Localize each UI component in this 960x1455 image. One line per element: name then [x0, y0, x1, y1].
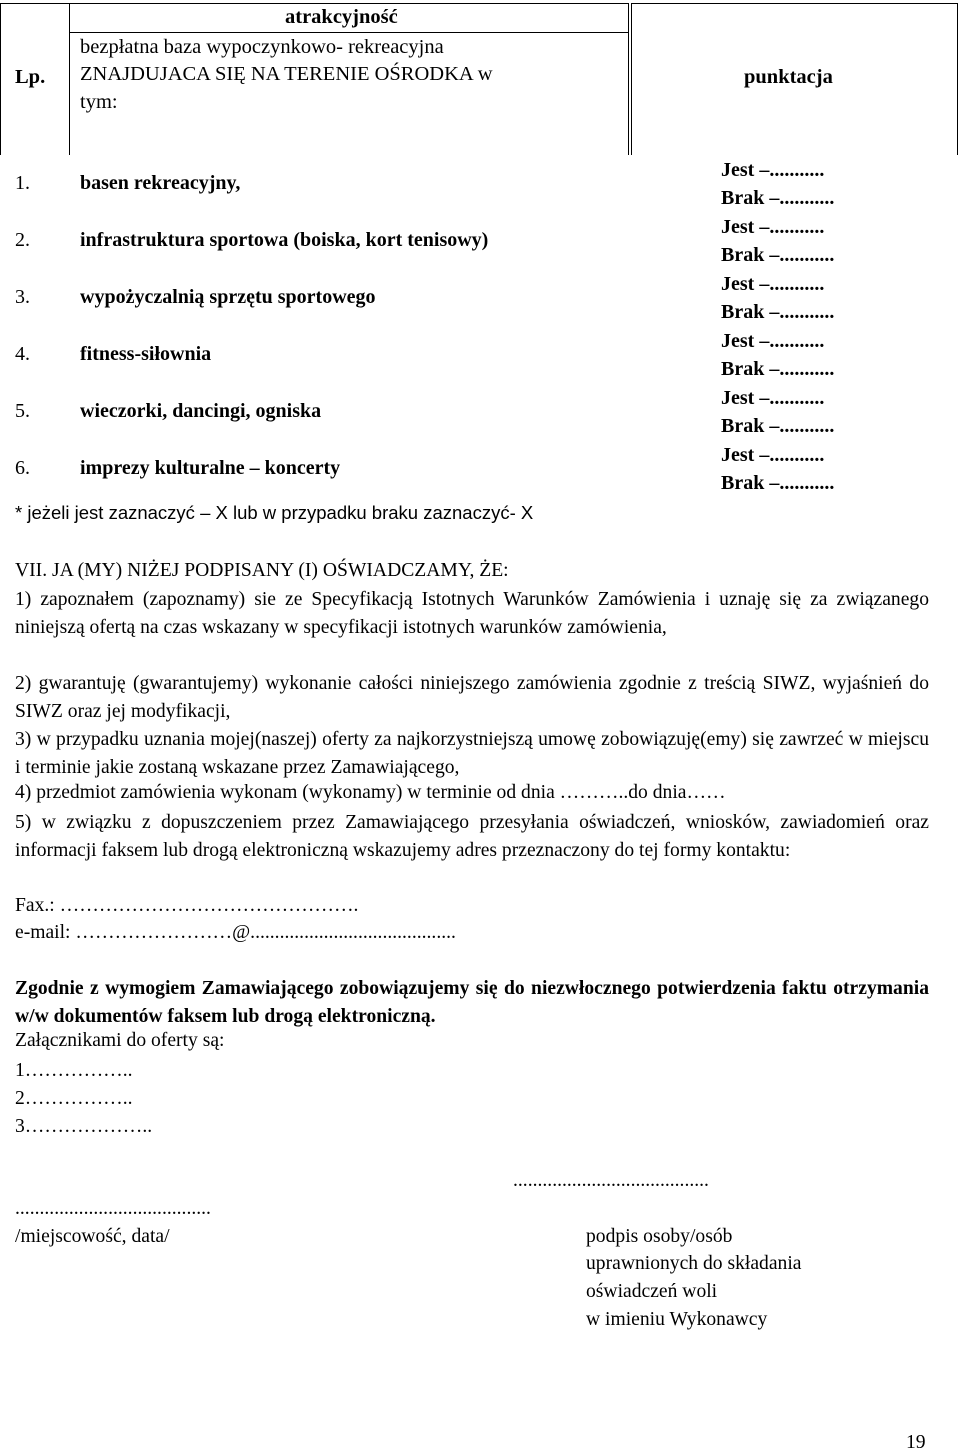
- option-no: Brak –...........: [721, 301, 835, 323]
- declaration-heading: VII. JA (MY) NIŻEJ PODPISANY (I) OŚWIADCZAMY, ŻE:: [15, 560, 509, 581]
- option-no: Brak –...........: [721, 187, 835, 209]
- fax-field: Fax.: ……………………………………….: [15, 895, 359, 916]
- option-yes: Jest –...........: [721, 387, 825, 409]
- signature-right-dots: ........................................: [513, 1170, 709, 1191]
- declaration-point-5: 5) w związku z dopuszczeniem przez Zamawiającego przesyłania oświadczeń, wniosków, zawiadomień oraz informacji faksem lub drogą elektroniczną wskazujemy adres przeznaczony do tej formy kontaktu:: [15, 812, 929, 861]
- signature-label-1: podpis osoby/osób: [586, 1226, 733, 1247]
- notice: Zgodnie z wymogiem Zamawiającego zobowiązujemy się do niezwłocznego potwierdzenia faktu otrzymania w/w dokumentów faksem lub drogą elektroniczną.: [15, 978, 929, 1027]
- row-number: 1.: [15, 172, 30, 194]
- lp-header: Lp.: [15, 66, 46, 88]
- place-date-label: /miejscowość, data/: [15, 1226, 170, 1247]
- signature-label-2: uprawnionych do składania: [586, 1253, 802, 1274]
- row-number: 2.: [15, 229, 30, 251]
- row-label: infrastruktura sportowa (boiska, kort tenisowy): [80, 229, 489, 251]
- row-label: fitness-siłownia: [80, 343, 212, 365]
- attachment-item: 1……………..: [15, 1060, 133, 1081]
- option-yes: Jest –...........: [721, 330, 825, 352]
- option-yes: Jest –...........: [721, 444, 825, 466]
- declaration-point-3: 3) w przypadku uznania mojej(naszej) oferty za najkorzystniejszą umowę zobowiązuję(emy) się zawrzeć w miejscu i terminie jakie zostaną wskazane przez Zamawiającego,: [15, 729, 929, 778]
- option-no: Brak –...........: [721, 415, 835, 437]
- footnote: * jeżeli jest zaznaczyć – X lub w przypadku braku zaznaczyć- X: [15, 502, 534, 523]
- signature-label-4: w imieniu Wykonawcy: [586, 1309, 768, 1330]
- declaration-point-4: 4) przedmiot zamówienia wykonam (wykonamy) w terminie od dnia ………..do dnia……: [15, 782, 726, 803]
- row-number: 5.: [15, 400, 30, 422]
- criteria-table-header: [0, 3, 958, 155]
- page-number: 19: [906, 1432, 926, 1453]
- row-label: basen rekreacyjny,: [80, 172, 241, 194]
- signature-label-3: oświadczeń woli: [586, 1281, 718, 1302]
- criteria-line-2: ZNAJDUJACA SIĘ NA TERENIE OŚRODKA w: [80, 63, 493, 85]
- row-number: 3.: [15, 286, 30, 308]
- row-label: imprezy kulturalne – koncerty: [80, 457, 341, 479]
- declaration-point-1: 1) zapoznałem (zapoznamy) sie ze Specyfikacją Istotnych Warunków Zamówienia i uznaję się za związanego niniejszą ofertą na czas wskazany w specyfikacji istotnych warunków zamówienia,: [15, 589, 929, 638]
- score-header: punktacja: [744, 66, 833, 88]
- attachment-item: 2……………..: [15, 1088, 133, 1109]
- row-label: wypożyczalnią sprzętu sportowego: [80, 286, 376, 308]
- criteria-title: atrakcyjność: [285, 6, 398, 28]
- signature-left-dots: ........................................: [15, 1198, 211, 1219]
- attachment-item: 3………………..: [15, 1116, 153, 1137]
- option-no: Brak –...........: [721, 358, 835, 380]
- criteria-line-3: tym:: [80, 91, 118, 113]
- option-yes: Jest –...........: [721, 159, 825, 181]
- option-yes: Jest –...........: [721, 273, 825, 295]
- option-no: Brak –...........: [721, 244, 835, 266]
- row-number: 6.: [15, 457, 30, 479]
- option-yes: Jest –...........: [721, 216, 825, 238]
- row-label: wieczorki, dancingi, ogniska: [80, 400, 322, 422]
- email-field: e-mail: ……………………@..........................................: [15, 922, 456, 943]
- option-no: Brak –...........: [721, 472, 835, 494]
- declaration-point-2: 2) gwarantuję (gwarantujemy) wykonanie całości niniejszego zamówienia zgodnie z treścią SIWZ, wyjaśnień do SIWZ oraz jej modyfikacji,: [15, 673, 929, 722]
- row-number: 4.: [15, 343, 30, 365]
- attachments-label: Załącznikami do oferty są:: [15, 1030, 225, 1051]
- criteria-line-1: bezpłatna baza wypoczynkowo- rekreacyjna: [80, 36, 444, 58]
